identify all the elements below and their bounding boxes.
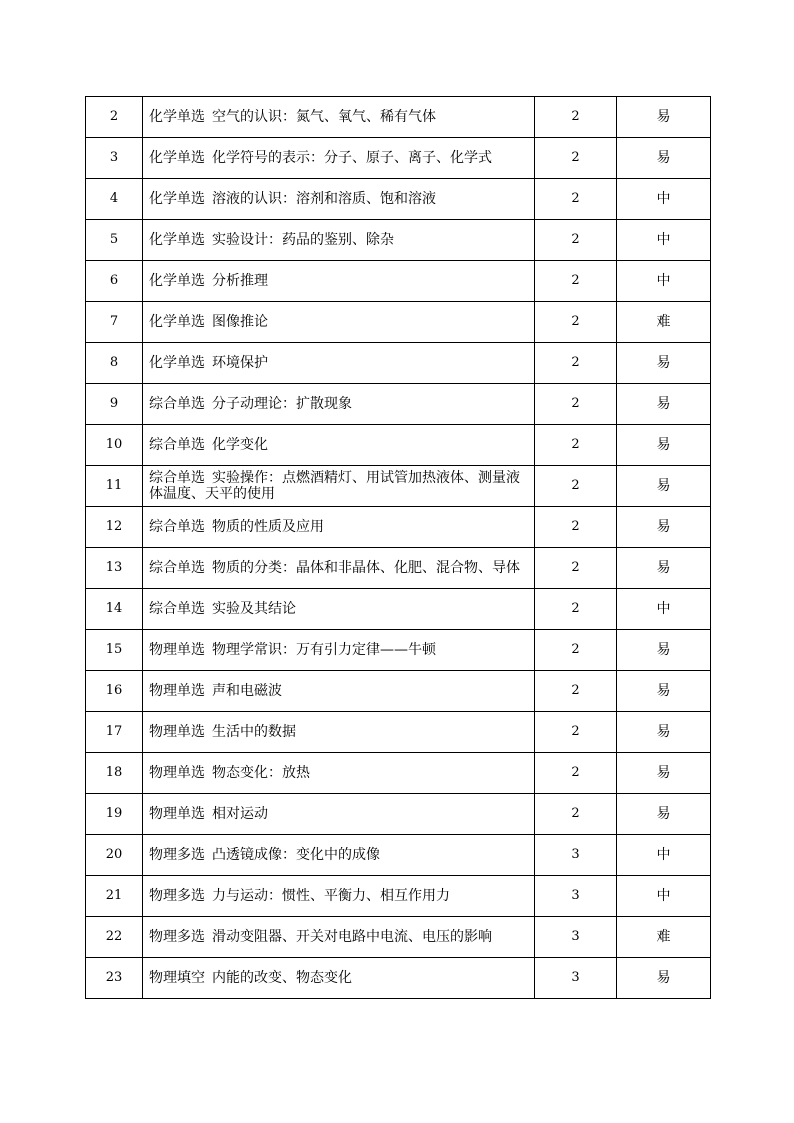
question-type: 物理多选 bbox=[149, 847, 205, 863]
difficulty-level: 易 bbox=[617, 384, 711, 425]
difficulty-level: 易 bbox=[617, 548, 711, 589]
question-type: 物理单选 bbox=[149, 765, 205, 781]
question-score: 2 bbox=[535, 343, 617, 384]
table-row bbox=[86, 261, 711, 302]
question-number: 6 bbox=[86, 261, 143, 302]
question-number: 16 bbox=[86, 671, 143, 712]
table-row bbox=[86, 466, 711, 507]
difficulty-level: 易 bbox=[617, 712, 711, 753]
difficulty-level: 中 bbox=[617, 220, 711, 261]
question-number: 22 bbox=[86, 917, 143, 958]
question-number: 10 bbox=[86, 425, 143, 466]
knowledge-point: 化学变化 bbox=[212, 437, 268, 453]
question-score: 2 bbox=[535, 425, 617, 466]
question-content bbox=[143, 302, 535, 343]
table-row bbox=[86, 425, 711, 466]
table-row bbox=[86, 302, 711, 343]
question-type: 物理多选 bbox=[149, 929, 205, 945]
table-row bbox=[86, 179, 711, 220]
table-row bbox=[86, 753, 711, 794]
knowledge-point: 物态变化：放热 bbox=[212, 765, 310, 781]
question-score: 2 bbox=[535, 589, 617, 630]
knowledge-point: 相对运动 bbox=[212, 806, 268, 822]
question-type: 化学单选 bbox=[149, 232, 205, 248]
question-score: 3 bbox=[535, 917, 617, 958]
table-row bbox=[86, 548, 711, 589]
question-type: 化学单选 bbox=[149, 109, 205, 125]
table-row bbox=[86, 917, 711, 958]
difficulty-level: 易 bbox=[617, 138, 711, 179]
knowledge-point: 实验设计：药品的鉴别、除杂 bbox=[212, 232, 394, 248]
question-score: 2 bbox=[535, 671, 617, 712]
question-number: 5 bbox=[86, 220, 143, 261]
knowledge-point: 力与运动：惯性、平衡力、相互作用力 bbox=[212, 888, 450, 904]
knowledge-point: 实验及其结论 bbox=[212, 601, 296, 617]
question-type: 综合单选 bbox=[149, 396, 205, 412]
table-row bbox=[86, 97, 711, 138]
question-content bbox=[143, 343, 535, 384]
table-row bbox=[86, 343, 711, 384]
question-content bbox=[143, 220, 535, 261]
question-content bbox=[143, 179, 535, 220]
question-number: 20 bbox=[86, 835, 143, 876]
question-content bbox=[143, 958, 535, 999]
question-type: 物理单选 bbox=[149, 642, 205, 658]
difficulty-level: 易 bbox=[617, 97, 711, 138]
question-number: 8 bbox=[86, 343, 143, 384]
knowledge-point: 溶液的认识：溶剂和溶质、饱和溶液 bbox=[212, 191, 436, 207]
question-type: 化学单选 bbox=[149, 150, 205, 166]
question-content bbox=[143, 507, 535, 548]
question-score: 2 bbox=[535, 138, 617, 179]
difficulty-level: 中 bbox=[617, 179, 711, 220]
table-row bbox=[86, 958, 711, 999]
question-type: 化学单选 bbox=[149, 191, 205, 207]
question-score: 2 bbox=[535, 794, 617, 835]
question-number: 19 bbox=[86, 794, 143, 835]
knowledge-point: 内能的改变、物态变化 bbox=[212, 970, 352, 986]
difficulty-level: 易 bbox=[617, 425, 711, 466]
question-number: 14 bbox=[86, 589, 143, 630]
difficulty-level: 难 bbox=[617, 302, 711, 343]
question-number: 7 bbox=[86, 302, 143, 343]
question-number: 3 bbox=[86, 138, 143, 179]
difficulty-level: 中 bbox=[617, 835, 711, 876]
table-row bbox=[86, 712, 711, 753]
knowledge-point: 物质的分类：晶体和非晶体、化肥、混合物、导体 bbox=[212, 560, 520, 576]
question-content bbox=[143, 425, 535, 466]
question-type: 化学单选 bbox=[149, 314, 205, 330]
question-score: 2 bbox=[535, 507, 617, 548]
difficulty-level: 易 bbox=[617, 343, 711, 384]
question-type: 化学单选 bbox=[149, 355, 205, 371]
question-number: 13 bbox=[86, 548, 143, 589]
question-number: 21 bbox=[86, 876, 143, 917]
question-type: 物理单选 bbox=[149, 806, 205, 822]
question-number: 11 bbox=[86, 466, 143, 507]
question-type: 物理填空 bbox=[149, 970, 205, 986]
question-type: 综合单选 bbox=[149, 601, 205, 617]
knowledge-point: 生活中的数据 bbox=[212, 724, 296, 740]
question-content bbox=[143, 138, 535, 179]
question-content bbox=[143, 589, 535, 630]
question-type: 物理单选 bbox=[149, 724, 205, 740]
question-content bbox=[143, 261, 535, 302]
question-content bbox=[143, 671, 535, 712]
question-type: 综合单选 bbox=[149, 519, 205, 535]
question-score: 2 bbox=[535, 179, 617, 220]
question-type: 物理单选 bbox=[149, 683, 205, 699]
difficulty-level: 易 bbox=[617, 466, 711, 507]
difficulty-level: 中 bbox=[617, 589, 711, 630]
question-content bbox=[143, 630, 535, 671]
knowledge-point: 化学符号的表示：分子、原子、离子、化学式 bbox=[212, 150, 492, 166]
knowledge-point: 空气的认识：氮气、氧气、稀有气体 bbox=[212, 109, 436, 125]
question-number: 23 bbox=[86, 958, 143, 999]
question-type: 物理多选 bbox=[149, 888, 205, 904]
question-number: 17 bbox=[86, 712, 143, 753]
question-content bbox=[143, 384, 535, 425]
table-row bbox=[86, 876, 711, 917]
difficulty-level: 易 bbox=[617, 753, 711, 794]
difficulty-level: 中 bbox=[617, 876, 711, 917]
table-row bbox=[86, 835, 711, 876]
table-row bbox=[86, 384, 711, 425]
knowledge-point: 环境保护 bbox=[212, 355, 268, 371]
difficulty-level: 难 bbox=[617, 917, 711, 958]
difficulty-level: 易 bbox=[617, 630, 711, 671]
knowledge-point: 声和电磁波 bbox=[212, 683, 282, 699]
table-row bbox=[86, 630, 711, 671]
difficulty-level: 易 bbox=[617, 958, 711, 999]
difficulty-level: 易 bbox=[617, 507, 711, 548]
knowledge-point: 物质的性质及应用 bbox=[212, 519, 324, 535]
question-type: 化学单选 bbox=[149, 273, 205, 289]
question-content bbox=[143, 753, 535, 794]
question-score: 2 bbox=[535, 466, 617, 507]
question-score: 2 bbox=[535, 712, 617, 753]
question-score: 3 bbox=[535, 876, 617, 917]
table-row bbox=[86, 507, 711, 548]
question-score: 2 bbox=[535, 384, 617, 425]
knowledge-point: 滑动变阻器、开关对电路中电流、电压的影响 bbox=[212, 929, 492, 945]
difficulty-level: 易 bbox=[617, 794, 711, 835]
question-score: 2 bbox=[535, 302, 617, 343]
table-row bbox=[86, 220, 711, 261]
question-number: 12 bbox=[86, 507, 143, 548]
difficulty-level: 易 bbox=[617, 671, 711, 712]
question-content bbox=[143, 97, 535, 138]
question-content bbox=[143, 794, 535, 835]
knowledge-point: 凸透镜成像：变化中的成像 bbox=[212, 847, 380, 863]
question-number: 4 bbox=[86, 179, 143, 220]
difficulty-level: 中 bbox=[617, 261, 711, 302]
question-number: 18 bbox=[86, 753, 143, 794]
question-number: 2 bbox=[86, 97, 143, 138]
table-row bbox=[86, 138, 711, 179]
question-content bbox=[143, 876, 535, 917]
question-score: 2 bbox=[535, 220, 617, 261]
question-score: 3 bbox=[535, 958, 617, 999]
question-content bbox=[143, 917, 535, 958]
question-score: 2 bbox=[535, 548, 617, 589]
question-score: 2 bbox=[535, 753, 617, 794]
knowledge-point: 分析推理 bbox=[212, 273, 268, 289]
exam-spec-table bbox=[85, 96, 711, 999]
knowledge-point: 分子动理论：扩散现象 bbox=[212, 396, 352, 412]
knowledge-point: 实验操作：点燃酒精灯、用试管加热液体、测量液体温度、天平的使用 bbox=[149, 470, 520, 502]
table-row bbox=[86, 589, 711, 630]
question-score: 2 bbox=[535, 97, 617, 138]
table-row bbox=[86, 671, 711, 712]
question-content bbox=[143, 548, 535, 589]
exam-spec-table-body bbox=[86, 97, 711, 999]
question-type: 综合单选 bbox=[149, 470, 205, 486]
question-score: 2 bbox=[535, 630, 617, 671]
question-content bbox=[143, 712, 535, 753]
table-row bbox=[86, 794, 711, 835]
question-score: 2 bbox=[535, 261, 617, 302]
question-score: 3 bbox=[535, 835, 617, 876]
question-content bbox=[143, 835, 535, 876]
question-content bbox=[143, 466, 535, 507]
question-number: 9 bbox=[86, 384, 143, 425]
knowledge-point: 物理学常识：万有引力定律——牛顿 bbox=[212, 642, 436, 658]
question-type: 综合单选 bbox=[149, 560, 205, 576]
knowledge-point: 图像推论 bbox=[212, 314, 268, 330]
question-type: 综合单选 bbox=[149, 437, 205, 453]
question-number: 15 bbox=[86, 630, 143, 671]
